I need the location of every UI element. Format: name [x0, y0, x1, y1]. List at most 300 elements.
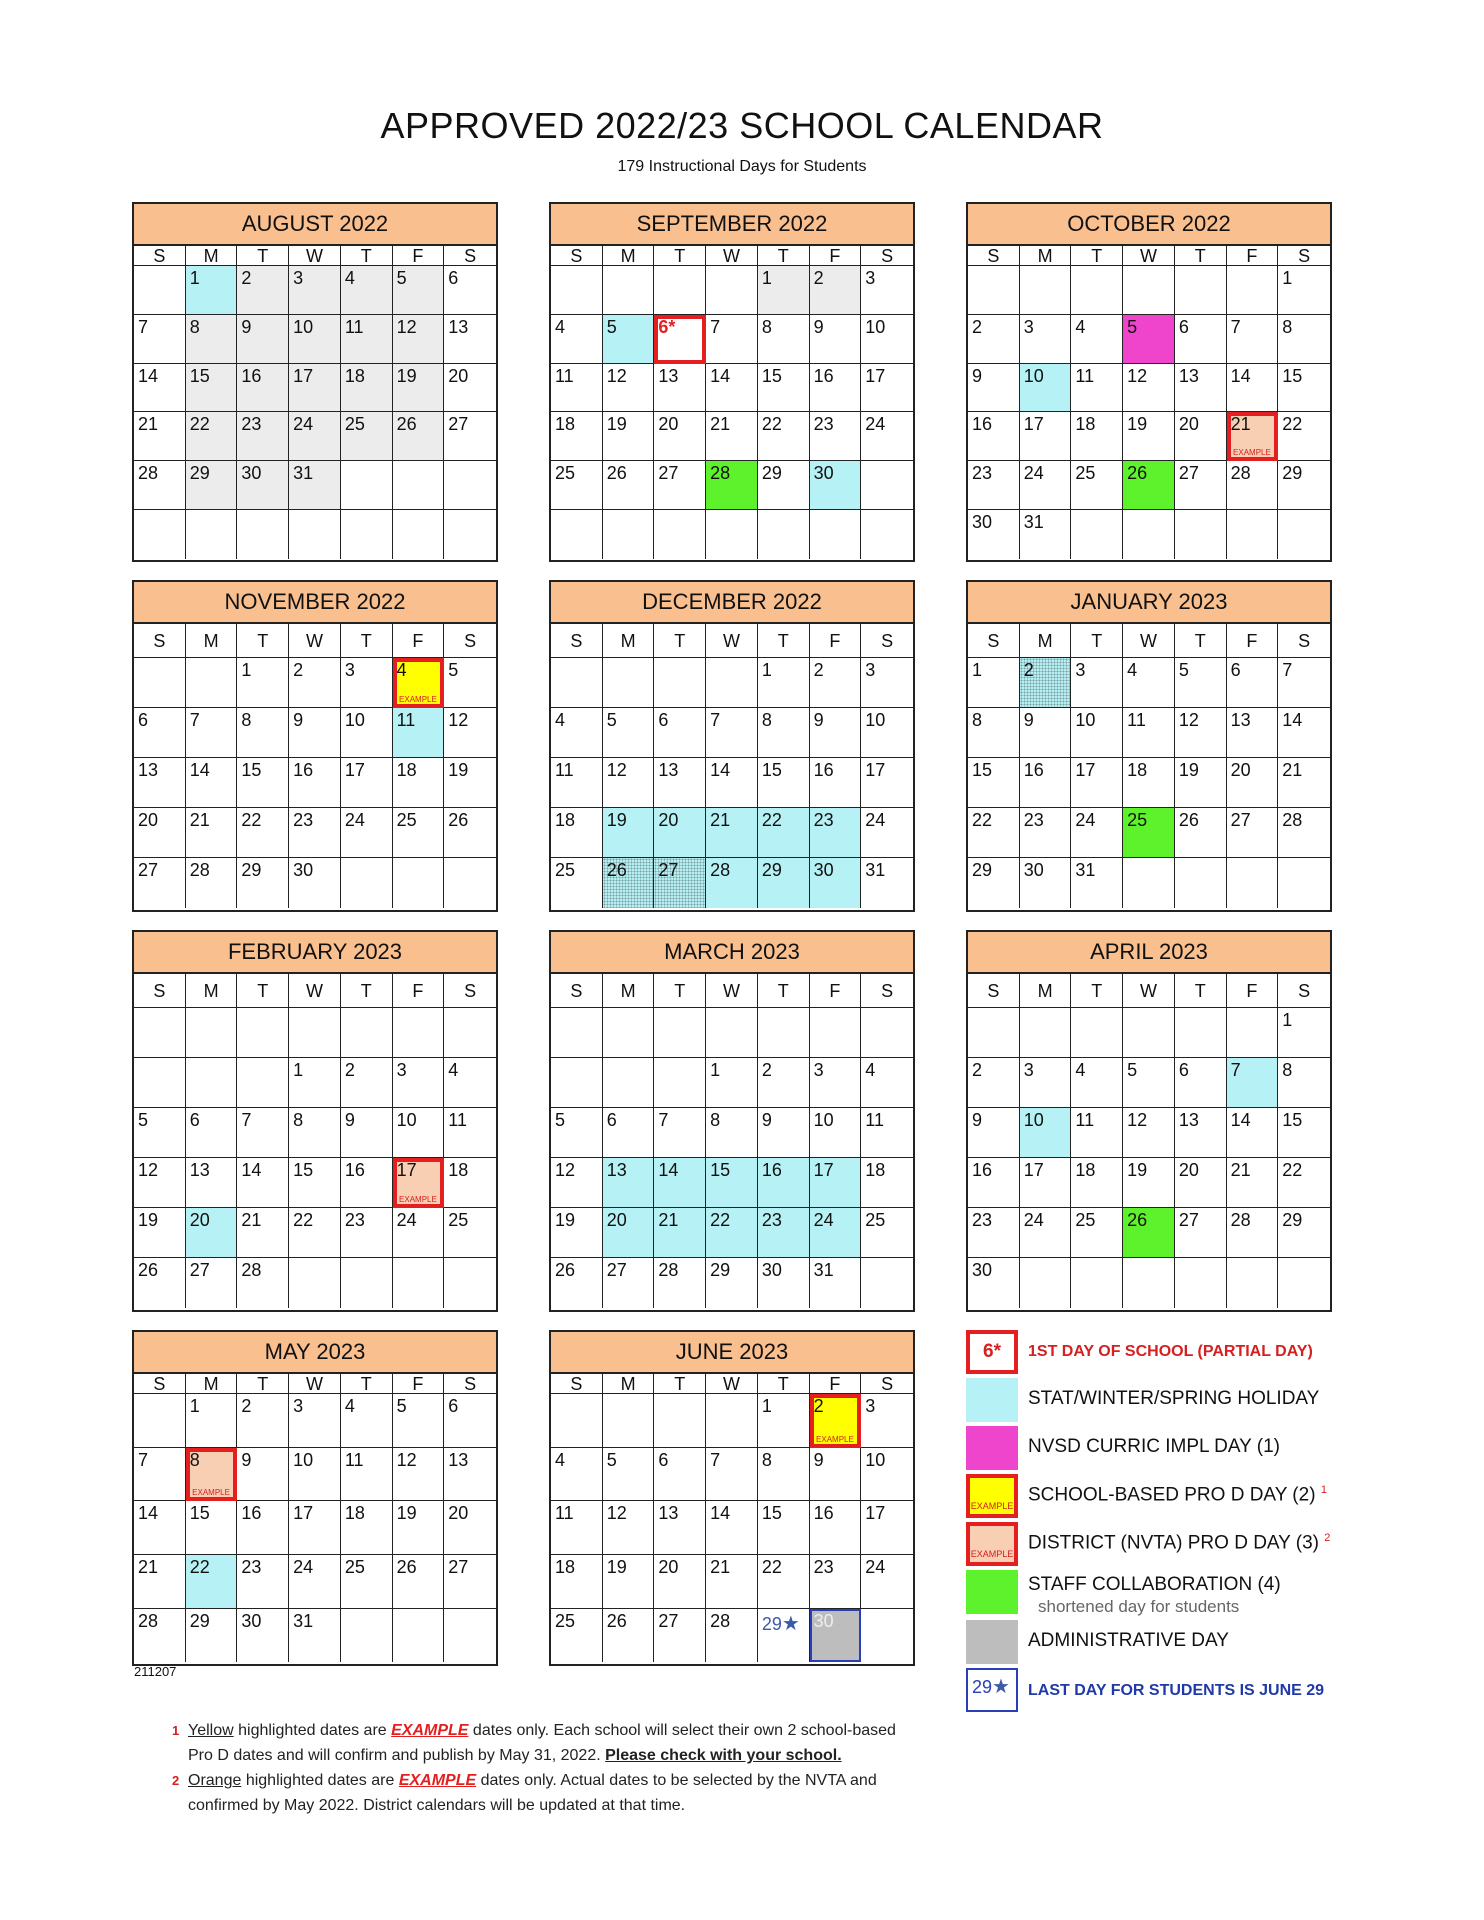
day-cell: [551, 1208, 603, 1258]
day-number: 11: [396, 710, 416, 731]
day-number: 9: [813, 316, 824, 337]
empty-cell: [1175, 510, 1227, 559]
day-number: 9: [813, 1449, 824, 1470]
day-cell: [1123, 461, 1175, 510]
day-cell: [1123, 1108, 1175, 1158]
empty-cell: [654, 1394, 706, 1448]
empty-cell: [706, 266, 758, 315]
empty-cell: [1020, 1258, 1072, 1308]
day-cell: [186, 364, 238, 413]
day-cell: [237, 315, 289, 364]
weekday-label: T: [654, 246, 706, 266]
empty-cell: [810, 1008, 862, 1058]
day-cell: [551, 758, 603, 808]
day-cell: [810, 808, 862, 858]
weekday-label: M: [1020, 974, 1072, 1008]
day-cell: [1227, 1208, 1279, 1258]
empty-cell: [134, 1058, 186, 1108]
day-cell: [393, 1394, 445, 1448]
weekday-label: S: [134, 974, 186, 1008]
day-number: 15: [710, 1160, 731, 1181]
day-number: 12: [606, 760, 627, 781]
day-number: 7: [1230, 1060, 1241, 1081]
empty-cell: [134, 1008, 186, 1058]
day-cell: [603, 1258, 655, 1308]
day-number: 1: [761, 660, 772, 680]
example-label: EXAMPLE: [816, 1434, 854, 1444]
legend-last-day-swatch: 29★: [966, 1668, 1018, 1712]
day-number: 2: [241, 268, 252, 288]
day-cell: [393, 412, 445, 461]
day-cell: [237, 758, 289, 808]
empty-cell: [1175, 1008, 1227, 1058]
day-number: 19: [396, 1503, 417, 1524]
empty-cell: [393, 1609, 445, 1663]
day-cell: [758, 364, 810, 413]
empty-cell: [444, 1008, 496, 1058]
example-label: EXAMPLE: [399, 695, 437, 705]
day-number: 14: [138, 1503, 159, 1524]
day-number: 6: [138, 710, 149, 731]
day-number: 20: [448, 365, 469, 386]
weekday-label: F: [810, 1374, 862, 1394]
weekday-label: W: [706, 1374, 758, 1394]
empty-cell: [861, 1609, 913, 1663]
legend-district-example-label: EXAMPLE: [970, 1549, 1014, 1559]
day-cell: [654, 858, 706, 908]
empty-cell: [1123, 1258, 1175, 1308]
day-number: 1: [189, 1396, 200, 1416]
day-cell: [134, 858, 186, 908]
day-cell: [706, 364, 758, 413]
day-number: 17: [865, 1503, 886, 1524]
empty-cell: [341, 510, 393, 559]
day-cell: [134, 808, 186, 858]
weekday-label: T: [237, 974, 289, 1008]
day-cell: [1071, 364, 1123, 413]
weekday-label: W: [1123, 246, 1175, 266]
legend-school-pro-d-swatch: [966, 1474, 1018, 1518]
day-number: 30: [813, 463, 834, 483]
day-cell: [341, 266, 393, 315]
weekday-label: W: [289, 974, 341, 1008]
day-number: 9: [241, 316, 252, 337]
weekday-label: T: [237, 1374, 289, 1394]
day-number: 29: [761, 463, 782, 483]
day-cell: [758, 412, 810, 461]
month-february-2023: [132, 930, 498, 1312]
day-number: 20: [1178, 414, 1199, 435]
day-cell: [861, 1158, 913, 1208]
day-cell: [706, 758, 758, 808]
day-cell: [444, 266, 496, 315]
day-number: 19: [606, 810, 627, 831]
day-cell: [186, 315, 238, 364]
day-cell: [1123, 1158, 1175, 1208]
empty-cell: [551, 658, 603, 708]
day-number: 18: [344, 365, 365, 386]
day-number: 28: [1230, 1210, 1251, 1231]
day-number: 31: [1023, 511, 1044, 532]
day-cell: [706, 1058, 758, 1108]
day-number: 9: [972, 1110, 983, 1131]
day-cell: [444, 1448, 496, 1502]
weekday-label: T: [341, 246, 393, 266]
day-number: 19: [555, 1210, 576, 1231]
empty-cell: [134, 658, 186, 708]
day-cell: [444, 1501, 496, 1555]
weekday-label: F: [393, 624, 445, 658]
day-number: 4: [1075, 316, 1086, 337]
day-number: 8: [761, 316, 772, 337]
day-cell: [758, 1158, 810, 1208]
day-number: 19: [1178, 760, 1199, 781]
legend-holiday-label: STAT/WINTER/SPRING HOLIDAY: [1028, 1388, 1320, 1409]
day-cell: [393, 758, 445, 808]
day-cell: [1227, 1108, 1279, 1158]
day-number: 2: [972, 1060, 983, 1081]
day-number: 24: [1075, 810, 1096, 831]
day-number: 26: [396, 1557, 417, 1578]
day-cell: [1123, 708, 1175, 758]
day-number: 2: [241, 1396, 252, 1416]
day-cell: [603, 808, 655, 858]
day-cell: [289, 1208, 341, 1258]
day-cell: [186, 858, 238, 908]
day-cell: [810, 1555, 862, 1609]
month-day-grid: [968, 1008, 1330, 1308]
day-number: 21: [1230, 1160, 1251, 1181]
day-cell: [810, 1158, 862, 1208]
day-cell: [810, 708, 862, 758]
day-cell: [551, 808, 603, 858]
day-cell: [968, 758, 1020, 808]
day-cell: [1020, 364, 1072, 413]
day-number: 20: [606, 1210, 627, 1231]
day-cell: [1123, 808, 1175, 858]
day-cell: [706, 412, 758, 461]
star-icon: ★: [781, 1612, 800, 1635]
day-cell: [551, 1258, 603, 1308]
weekday-label: T: [758, 1374, 810, 1394]
empty-cell: [654, 1008, 706, 1058]
day-cell: [551, 708, 603, 758]
empty-cell: [237, 1058, 289, 1108]
day-number: 8: [189, 316, 200, 337]
day-number: 20: [658, 810, 679, 831]
day-number: 30: [293, 860, 314, 881]
day-cell: [551, 364, 603, 413]
weekday-label: M: [186, 624, 238, 658]
day-cell: [186, 758, 238, 808]
day-number: 8: [972, 710, 983, 731]
empty-cell: [341, 1609, 393, 1663]
empty-cell: [654, 266, 706, 315]
day-cell: [654, 315, 706, 364]
day-cell: [706, 708, 758, 758]
day-cell: [237, 1108, 289, 1158]
day-number: 14: [189, 760, 210, 781]
day-number: 17: [1023, 1160, 1044, 1181]
day-number: 29: [241, 860, 262, 881]
day-number: 1: [1282, 1010, 1293, 1030]
empty-cell: [1071, 510, 1123, 559]
weekday-header-row: [134, 974, 496, 1008]
day-cell: [186, 1158, 238, 1208]
empty-cell: [289, 1258, 341, 1308]
day-number: 28: [658, 1260, 679, 1281]
day-cell: [186, 412, 238, 461]
day-cell: [968, 510, 1020, 559]
day-number: 23: [972, 463, 993, 483]
weekday-label: T: [237, 624, 289, 658]
weekday-label: M: [603, 624, 655, 658]
day-number: 25: [555, 1610, 576, 1631]
day-cell: [654, 708, 706, 758]
day-number: 10: [865, 1449, 886, 1470]
day-number: 21: [710, 810, 731, 831]
day-number: 22: [710, 1210, 731, 1231]
day-number: 14: [710, 365, 731, 386]
day-number: 14: [241, 1160, 262, 1181]
weekday-label: F: [1227, 974, 1279, 1008]
day-cell: [1227, 461, 1279, 510]
month-october-2022: [966, 202, 1332, 562]
day-cell: [1278, 315, 1330, 364]
empty-cell: [551, 266, 603, 315]
day-number: 19: [606, 414, 627, 435]
day-cell: [1175, 1058, 1227, 1108]
weekday-label: S: [968, 624, 1020, 658]
day-number: 17: [1023, 414, 1044, 435]
weekday-label: W: [289, 1374, 341, 1394]
day-number: 14: [710, 760, 731, 781]
day-number: 6: [658, 710, 669, 731]
day-number: 17: [813, 1160, 834, 1181]
day-cell: [341, 412, 393, 461]
empty-cell: [861, 1258, 913, 1308]
day-cell: [444, 1058, 496, 1108]
day-cell: [237, 412, 289, 461]
day-cell: [444, 1158, 496, 1208]
day-cell: [1278, 1058, 1330, 1108]
day-number: 23: [241, 414, 262, 435]
day-number: 25: [344, 1557, 365, 1578]
day-cell: [810, 266, 862, 315]
day-number: 12: [396, 1449, 417, 1470]
day-cell: [706, 1501, 758, 1555]
empty-cell: [1227, 266, 1279, 315]
day-cell: [758, 658, 810, 708]
day-cell: [134, 1208, 186, 1258]
weekday-header-row: [134, 246, 496, 266]
month-june-2023: [549, 1330, 915, 1666]
day-cell: [1175, 708, 1227, 758]
weekday-header-row: [551, 624, 913, 658]
legend-school-pro-d: [966, 1474, 1466, 1518]
day-cell: [810, 758, 862, 808]
day-number: 18: [1075, 414, 1096, 435]
weekday-label: S: [1278, 246, 1330, 266]
day-number: 1: [1282, 268, 1293, 288]
day-cell: [551, 858, 603, 908]
day-cell: [810, 315, 862, 364]
day-number: 2: [813, 268, 824, 288]
day-number: 7: [1282, 660, 1293, 680]
weekday-label: M: [603, 1374, 655, 1394]
day-cell: [341, 758, 393, 808]
day-number: 22: [761, 1557, 782, 1578]
day-number: 21: [189, 810, 210, 831]
day-number: 7: [138, 1449, 149, 1470]
day-number: 16: [761, 1160, 782, 1181]
day-number: 10: [293, 316, 314, 337]
weekday-label: M: [186, 974, 238, 1008]
day-number: 29: [972, 860, 993, 881]
day-cell: [706, 1555, 758, 1609]
day-number: 2: [813, 1396, 824, 1416]
empty-cell: [1227, 510, 1279, 559]
day-number: 29: [1282, 1210, 1303, 1231]
day-number: 3: [396, 1060, 407, 1081]
month-december-2022: [549, 580, 915, 912]
empty-cell: [134, 510, 186, 559]
first-day-label: 6*: [658, 316, 676, 337]
month-day-grid: [968, 658, 1330, 908]
day-number: 10: [813, 1110, 834, 1131]
day-number: 13: [189, 1160, 210, 1181]
page-title: APPROVED 2022/23 SCHOOL CALENDAR: [380, 105, 1104, 146]
empty-cell: [186, 658, 238, 708]
month-title: NOVEMBER 2022: [134, 582, 496, 624]
day-number: 21: [1282, 760, 1303, 781]
day-number: 2: [972, 316, 983, 337]
empty-cell: [186, 510, 238, 559]
day-number: 2: [344, 1060, 355, 1081]
day-cell: [1020, 510, 1072, 559]
day-cell: [861, 1058, 913, 1108]
day-number: 14: [1282, 710, 1303, 731]
day-cell: [1278, 461, 1330, 510]
day-cell: [654, 1108, 706, 1158]
day-number: 16: [344, 1160, 365, 1181]
day-number: 18: [555, 1557, 576, 1578]
day-number: 4: [555, 1449, 566, 1470]
day-number: 9: [241, 1449, 252, 1470]
day-cell: [1020, 412, 1072, 461]
empty-cell: [393, 461, 445, 510]
day-cell: [444, 1394, 496, 1448]
day-number: 22: [761, 810, 782, 831]
day-cell: [603, 412, 655, 461]
weekday-label: F: [810, 974, 862, 1008]
day-number: 5: [555, 1110, 566, 1131]
month-november-2022: [132, 580, 498, 912]
day-number: 24: [865, 810, 886, 831]
day-cell: [968, 1258, 1020, 1308]
day-cell: [289, 461, 341, 510]
day-number: 17: [293, 1503, 314, 1524]
day-number: 23: [813, 1557, 834, 1578]
day-number: 29: [761, 860, 782, 881]
day-number: 16: [241, 365, 262, 386]
month-title: SEPTEMBER 2022: [551, 204, 913, 246]
day-cell: [134, 708, 186, 758]
weekday-label: W: [706, 246, 758, 266]
legend-school-example-label: EXAMPLE: [970, 1501, 1014, 1511]
day-number: 31: [1075, 860, 1096, 881]
day-number: 15: [1282, 365, 1303, 386]
day-number: 27: [658, 1610, 679, 1631]
day-number: 23: [813, 810, 834, 831]
day-number: 11: [555, 760, 574, 781]
day-cell: [861, 315, 913, 364]
day-number: 3: [344, 660, 355, 680]
day-cell: [341, 1058, 393, 1108]
day-number: 12: [138, 1160, 159, 1181]
day-number: 24: [813, 1210, 834, 1231]
day-cell: [341, 1501, 393, 1555]
day-number: 10: [344, 710, 365, 731]
month-title: APRIL 2023: [968, 932, 1330, 974]
legend-district-pro-d: [966, 1522, 1466, 1566]
day-number: 11: [1075, 365, 1095, 386]
day-cell: [237, 1208, 289, 1258]
day-cell: [393, 315, 445, 364]
day-cell: [758, 1108, 810, 1158]
day-cell: [134, 315, 186, 364]
day-number: 27: [658, 860, 679, 881]
day-number: 20: [658, 1557, 679, 1578]
day-cell: [1278, 1208, 1330, 1258]
day-number: 26: [606, 463, 627, 483]
day-cell: [706, 1258, 758, 1308]
month-march-2023: [549, 930, 915, 1312]
day-number: 1: [293, 1060, 304, 1081]
weekday-label: F: [810, 246, 862, 266]
empty-cell: [393, 1258, 445, 1308]
page-subtitle: 179 Instructional Days for Students: [617, 158, 867, 175]
day-number: 8: [1282, 1060, 1293, 1081]
day-cell: [968, 708, 1020, 758]
day-cell: [341, 708, 393, 758]
day-number: 22: [241, 810, 262, 831]
day-number: 18: [865, 1160, 886, 1181]
day-number: 13: [658, 365, 679, 386]
day-cell: [393, 364, 445, 413]
weekday-header-row: [968, 974, 1330, 1008]
day-cell: [1123, 315, 1175, 364]
empty-cell: [1123, 510, 1175, 559]
month-august-2022: [132, 202, 498, 562]
day-cell: [341, 364, 393, 413]
month-april-2023: [966, 930, 1332, 1312]
empty-cell: [603, 658, 655, 708]
day-cell: [134, 1501, 186, 1555]
day-number: 10: [865, 710, 886, 731]
day-cell: [1175, 758, 1227, 808]
day-cell: [551, 1448, 603, 1502]
day-number: 16: [241, 1503, 262, 1524]
empty-cell: [551, 1058, 603, 1108]
day-number: 20: [189, 1210, 210, 1231]
day-number: 21: [658, 1210, 679, 1231]
day-cell: [654, 461, 706, 510]
day-cell: [186, 1448, 238, 1502]
weekday-label: S: [444, 1374, 496, 1394]
empty-cell: [1278, 1258, 1330, 1308]
day-cell: [603, 1448, 655, 1502]
